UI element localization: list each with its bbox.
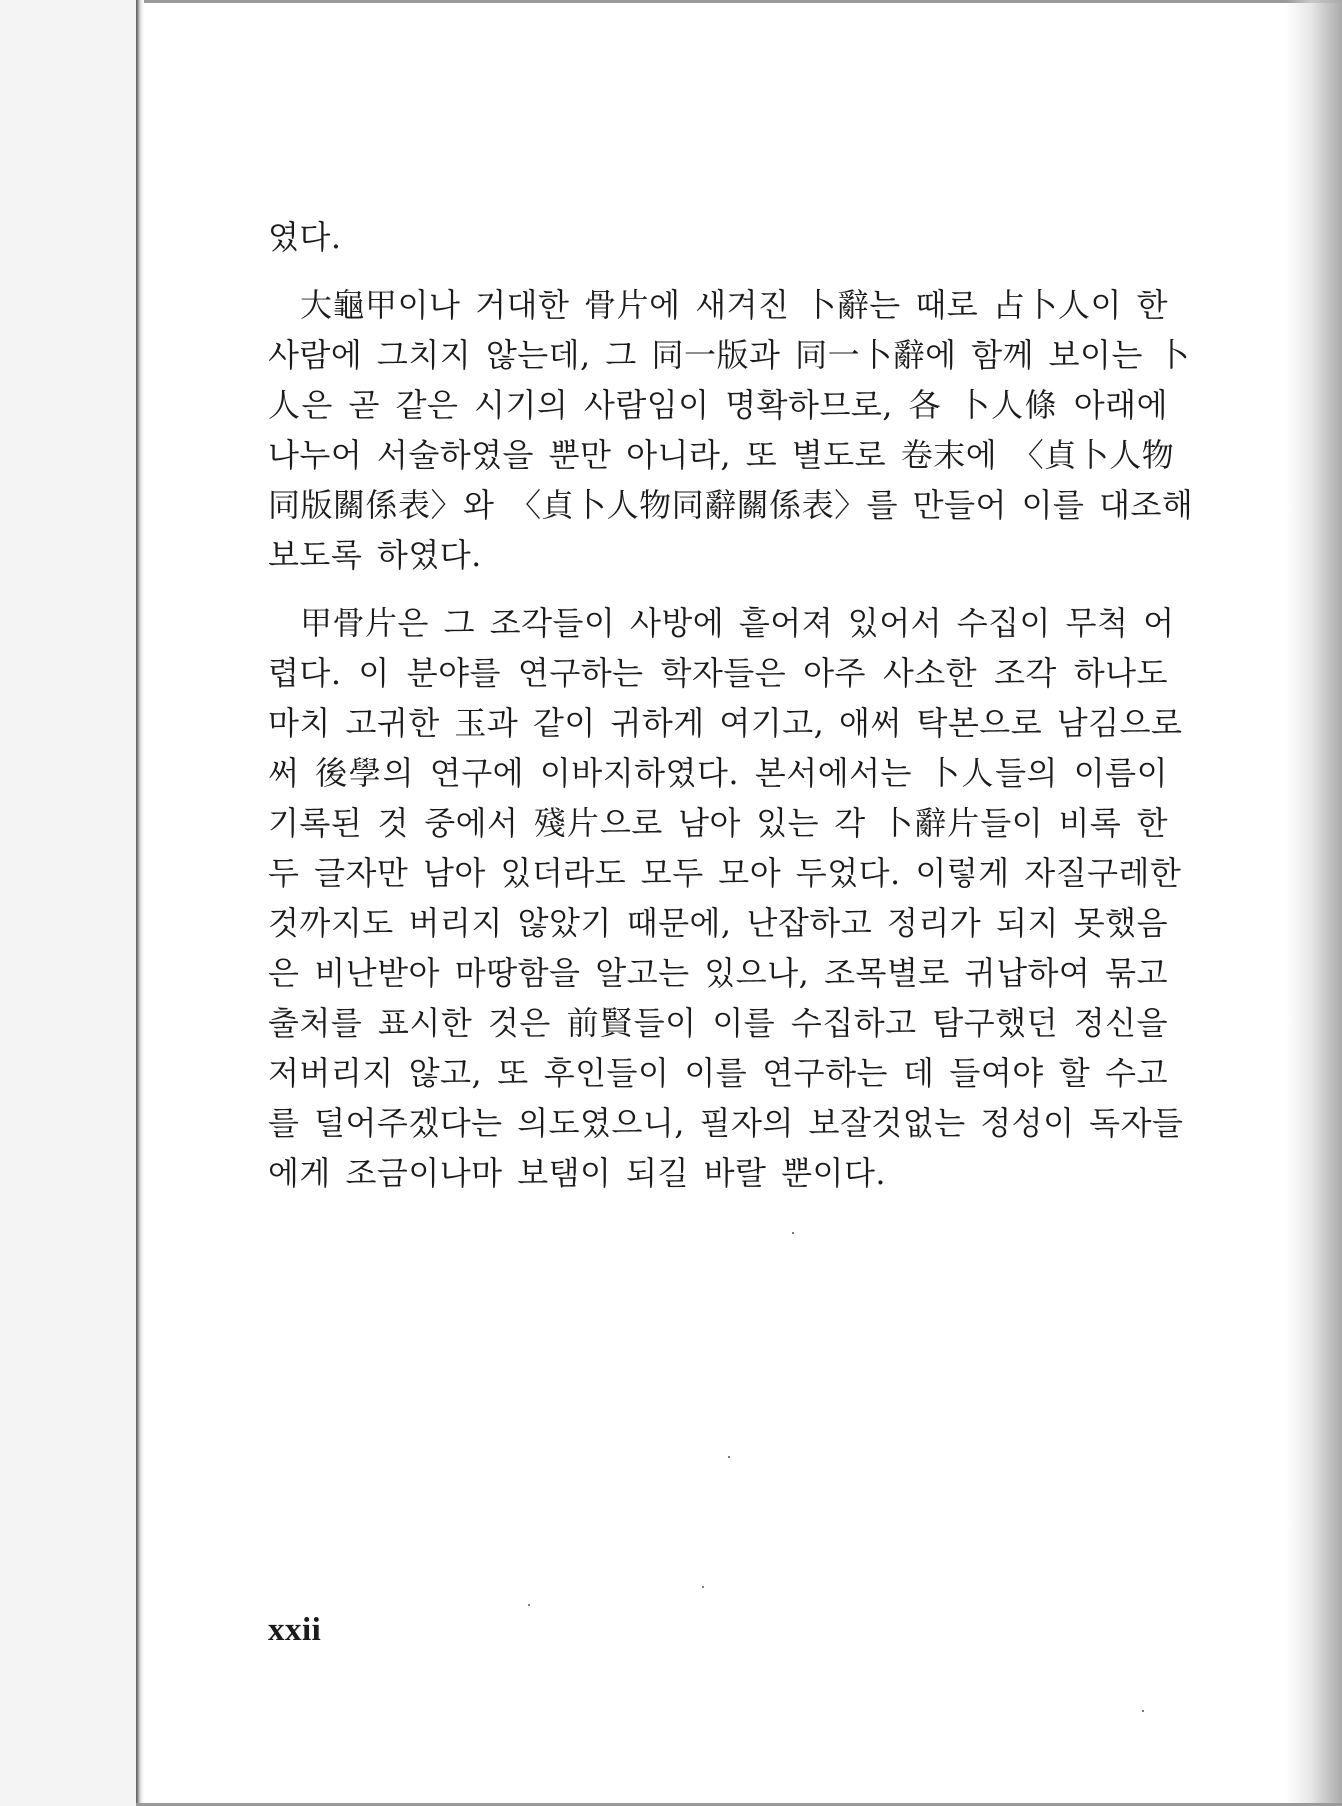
text-line: 를 덜어주겠다는 의도였으니, 필자의 보잘것없는 정성이 독자들 <box>268 1104 1184 1142</box>
page-number: xxii <box>268 1612 322 1648</box>
text-line: 人은 곧 같은 시기의 사람임이 명확하므로, 各 卜人條 아래에 <box>268 386 1168 424</box>
text-line: 써 後學의 연구에 이바지하였다. 본서에서는 卜人들의 이름이 <box>268 754 1168 792</box>
paragraph-oracle-bone-fragments <box>268 598 1298 1198</box>
text-line: 大龜甲이나 거대한 骨片에 새겨진 卜辭는 때로 占卜人이 한 <box>300 286 1168 324</box>
text-line: 마치 고귀한 玉과 같이 귀하게 여기고, 애써 탁본으로 남김으로 <box>268 704 1183 742</box>
page-top-edge <box>136 0 1342 3</box>
text-line: 보도록 하였다. <box>268 536 482 574</box>
text-line: 나누어 서술하였을 뿐만 아니라, 또 별도로 卷末에 〈貞卜人物 <box>268 436 1175 474</box>
scan-speck <box>792 1232 794 1234</box>
text-line: 甲骨片은 그 조각들이 사방에 흩어져 있어서 수집이 무척 어 <box>300 604 1175 642</box>
text-line: 저버리지 않고, 또 후인들이 이를 연구하는 데 들여야 할 수고 <box>268 1054 1168 1092</box>
text-line: 기록된 것 중에서 殘片으로 남아 있는 각 卜辭片들이 비록 한 <box>268 804 1168 842</box>
scan-speck <box>528 1604 530 1606</box>
text-line: 은 비난받아 마땅함을 알고는 있으나, 조목별로 귀납하여 묶고 <box>268 954 1168 992</box>
paragraph-continuation <box>268 212 1298 262</box>
scan-speck <box>702 1586 704 1588</box>
text-line: 것까지도 버리지 않았기 때문에, 난잡하고 정리가 되지 못했음 <box>268 904 1168 942</box>
page-binding-edge <box>136 0 144 1806</box>
scan-speck <box>1142 1710 1144 1712</box>
text-line: 였다. <box>268 218 342 256</box>
book-page <box>136 0 1342 1806</box>
text-line: 에게 조금이나마 보탬이 되길 바랄 뿐이다. <box>268 1154 887 1192</box>
text-line: 렵다. 이 분야를 연구하는 학자들은 아주 사소한 조각 하나도 <box>268 654 1168 692</box>
text-line: 同版關係表〉와 〈貞卜人物同辭關係表〉를 만들어 이를 대조해 <box>268 486 1194 524</box>
text-line: 두 글자만 남아 있더라도 모두 모아 두었다. 이렇게 자질구레한 <box>268 854 1182 892</box>
text-line: 출처를 표시한 것은 前賢들이 이를 수집하고 탐구했던 정신을 <box>268 1004 1168 1042</box>
body-text <box>268 212 1298 1216</box>
text-line: 사람에 그치지 않는데, 그 同一版과 同一卜辭에 함께 보이는 卜 <box>268 336 1191 374</box>
scan-speck <box>728 1456 730 1458</box>
paragraph-divination-records <box>268 280 1298 580</box>
